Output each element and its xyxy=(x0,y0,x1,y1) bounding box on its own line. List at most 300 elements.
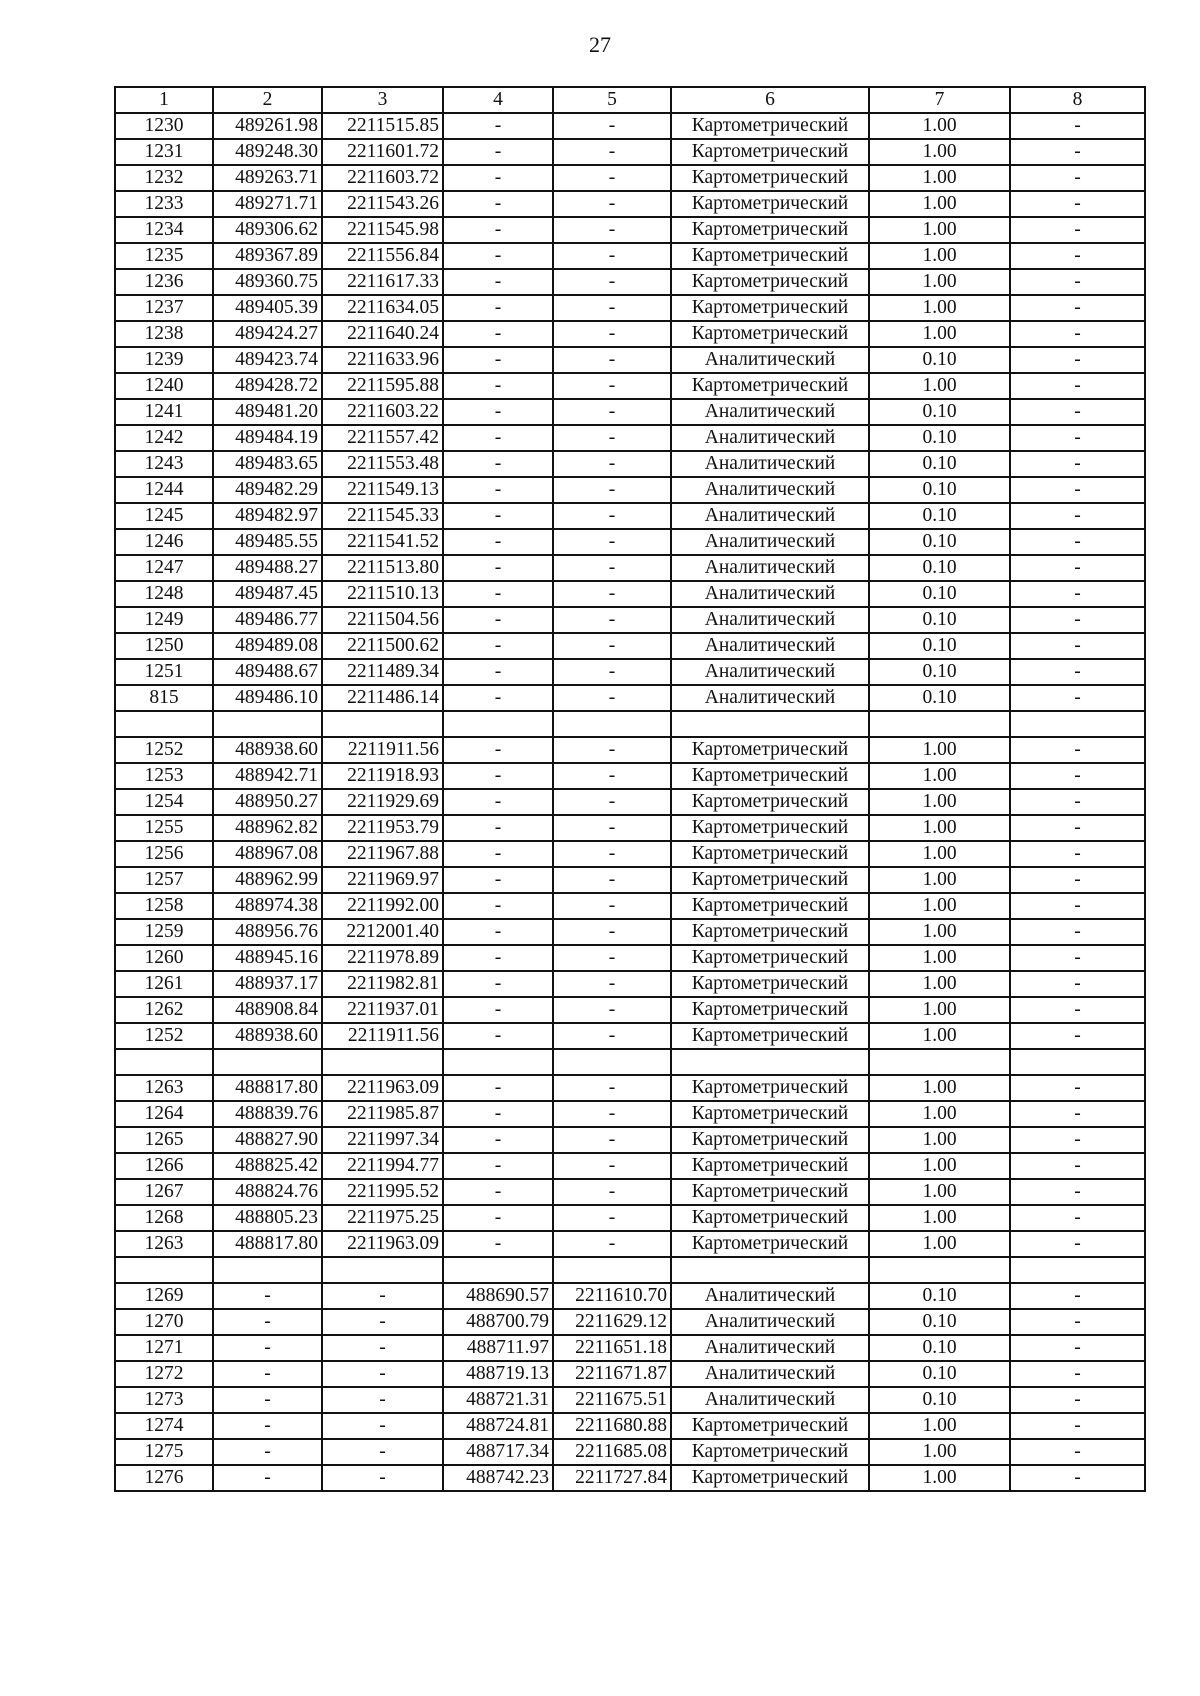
table-cell-col-7: 1.00 xyxy=(869,1023,1010,1049)
table-cell-col-3: 2211489.34 xyxy=(322,659,443,685)
table-cell-col-7: 0.10 xyxy=(869,581,1010,607)
table-cell-col-6: Аналитический xyxy=(671,399,869,425)
table-row xyxy=(115,997,1145,1023)
table-cell-col-1 xyxy=(115,1049,213,1075)
table-cell-col-2: 489263.71 xyxy=(213,165,322,191)
table-cell-col-4: - xyxy=(443,607,553,633)
table-cell-col-1: 1249 xyxy=(115,607,213,633)
table-cell-col-4: 488742.23 xyxy=(443,1465,553,1491)
table-cell-col-4: - xyxy=(443,633,553,659)
table-cell-col-8: - xyxy=(1010,503,1145,529)
table-cell-col-8: - xyxy=(1010,841,1145,867)
table-row xyxy=(115,763,1145,789)
table-cell-col-4: - xyxy=(443,191,553,217)
table-cell-col-7: 0.10 xyxy=(869,1387,1010,1413)
table-cell-col-2: 489488.67 xyxy=(213,659,322,685)
table-cell-col-4: - xyxy=(443,243,553,269)
column-header-2: 2 xyxy=(213,87,322,113)
table-cell-col-3: 2211982.81 xyxy=(322,971,443,997)
table-cell-col-8: - xyxy=(1010,1231,1145,1257)
table-cell-col-1 xyxy=(115,1257,213,1283)
table-cell-col-1: 1251 xyxy=(115,659,213,685)
table-cell-col-5: - xyxy=(553,1023,671,1049)
table-cell-col-7: 1.00 xyxy=(869,139,1010,165)
table-cell-col-2: 489485.55 xyxy=(213,529,322,555)
table-cell-col-7: 1.00 xyxy=(869,867,1010,893)
table-cell-col-2: - xyxy=(213,1335,322,1361)
table-cell-col-7: 0.10 xyxy=(869,659,1010,685)
table-cell-col-6: Картометрический xyxy=(671,321,869,347)
table-cell-col-6: Аналитический xyxy=(671,1361,869,1387)
table-cell-col-1: 1241 xyxy=(115,399,213,425)
table-cell-col-5: - xyxy=(553,919,671,945)
table-cell-col-1: 1272 xyxy=(115,1361,213,1387)
table-cell-col-2: 488956.76 xyxy=(213,919,322,945)
table-cell-col-6: Аналитический xyxy=(671,347,869,373)
table-cell-col-5: - xyxy=(553,529,671,555)
table-cell-col-2: 489481.20 xyxy=(213,399,322,425)
table-cell-col-5: 2211680.88 xyxy=(553,1413,671,1439)
table-row xyxy=(115,1387,1145,1413)
table-cell-col-5: - xyxy=(553,997,671,1023)
table-cell-col-3: 2211969.97 xyxy=(322,867,443,893)
table-cell-col-7: 0.10 xyxy=(869,1335,1010,1361)
table-cell-col-6: Картометрический xyxy=(671,919,869,945)
table-row xyxy=(115,1127,1145,1153)
table-cell-col-4: - xyxy=(443,789,553,815)
table-row xyxy=(115,1465,1145,1491)
table-row xyxy=(115,217,1145,243)
table-cell-col-5: - xyxy=(553,867,671,893)
table-cell-col-8: - xyxy=(1010,1179,1145,1205)
table-cell-col-6: Картометрический xyxy=(671,243,869,269)
table-cell-col-1: 1248 xyxy=(115,581,213,607)
table-row xyxy=(115,477,1145,503)
table-cell-col-4: - xyxy=(443,867,553,893)
table-row xyxy=(115,529,1145,555)
table-cell-col-6: Картометрический xyxy=(671,737,869,763)
table-cell-col-5: 2211651.18 xyxy=(553,1335,671,1361)
table-cell-col-6: Картометрический xyxy=(671,1465,869,1491)
table-cell-col-8: - xyxy=(1010,1439,1145,1465)
table-cell-col-1: 1244 xyxy=(115,477,213,503)
table-cell-col-7: 1.00 xyxy=(869,737,1010,763)
table-cell-col-3 xyxy=(322,1049,443,1075)
table-cell-col-8: - xyxy=(1010,425,1145,451)
table-cell-col-2: 489488.27 xyxy=(213,555,322,581)
coordinates-table xyxy=(114,86,1146,1492)
table-cell-col-4: - xyxy=(443,1179,553,1205)
table-cell-col-5: 2211727.84 xyxy=(553,1465,671,1491)
table-cell-col-3: 2211603.22 xyxy=(322,399,443,425)
table-cell-col-8: - xyxy=(1010,321,1145,347)
table-row xyxy=(115,581,1145,607)
table-row xyxy=(115,607,1145,633)
table-cell-col-7: 0.10 xyxy=(869,399,1010,425)
table-cell-col-8: - xyxy=(1010,971,1145,997)
table-row xyxy=(115,893,1145,919)
table-cell-col-6: Картометрический xyxy=(671,1205,869,1231)
table-cell-col-5: - xyxy=(553,1205,671,1231)
table-cell-col-3: 2211633.96 xyxy=(322,347,443,373)
table-cell-col-3: 2211634.05 xyxy=(322,295,443,321)
table-cell-col-4: - xyxy=(443,1023,553,1049)
table-cell-col-5: - xyxy=(553,295,671,321)
table-row xyxy=(115,451,1145,477)
table-cell-col-2: 489428.72 xyxy=(213,373,322,399)
table-cell-col-1: 1235 xyxy=(115,243,213,269)
table-cell-col-7 xyxy=(869,1257,1010,1283)
table-cell-col-4: - xyxy=(443,945,553,971)
table-cell-col-2: 488950.27 xyxy=(213,789,322,815)
table-cell-col-7: 0.10 xyxy=(869,607,1010,633)
table-cell-col-6: Аналитический xyxy=(671,581,869,607)
table-cell-col-1: 1232 xyxy=(115,165,213,191)
table-cell-col-8: - xyxy=(1010,451,1145,477)
table-cell-col-8: - xyxy=(1010,789,1145,815)
table-cell-col-7: 1.00 xyxy=(869,1075,1010,1101)
table-cell-col-4: - xyxy=(443,919,553,945)
table-cell-col-8: - xyxy=(1010,1413,1145,1439)
table-cell-col-2: - xyxy=(213,1361,322,1387)
table-cell-col-7: 1.00 xyxy=(869,893,1010,919)
table-cell-col-1: 1252 xyxy=(115,1023,213,1049)
table-cell-col-2: 489482.29 xyxy=(213,477,322,503)
table-cell-col-3: 2211595.88 xyxy=(322,373,443,399)
table-cell-col-7: 0.10 xyxy=(869,633,1010,659)
table-cell-col-1: 1276 xyxy=(115,1465,213,1491)
table-cell-col-1: 1265 xyxy=(115,1127,213,1153)
table-cell-col-1: 1257 xyxy=(115,867,213,893)
table-cell-col-5: - xyxy=(553,217,671,243)
table-cell-col-4: - xyxy=(443,659,553,685)
table-cell-col-5: - xyxy=(553,347,671,373)
table-cell-col-5: - xyxy=(553,659,671,685)
table-cell-col-4: 488721.31 xyxy=(443,1387,553,1413)
table-cell-col-6: Аналитический xyxy=(671,633,869,659)
table-cell-col-4: - xyxy=(443,451,553,477)
table-cell-col-5: - xyxy=(553,1075,671,1101)
table-cell-col-6: Аналитический xyxy=(671,1309,869,1335)
table-cell-col-6: Картометрический xyxy=(671,763,869,789)
table-cell-col-4: - xyxy=(443,1231,553,1257)
table-cell-col-6: Картометрический xyxy=(671,1023,869,1049)
table-cell-col-1: 1260 xyxy=(115,945,213,971)
table-cell-col-8: - xyxy=(1010,399,1145,425)
table-cell-col-5: - xyxy=(553,555,671,581)
table-cell-col-3: 2211911.56 xyxy=(322,737,443,763)
table-cell-col-4: - xyxy=(443,269,553,295)
table-cell-col-4: - xyxy=(443,1153,553,1179)
table-cell-col-6: Картометрический xyxy=(671,269,869,295)
table-cell-col-1: 1270 xyxy=(115,1309,213,1335)
table-row xyxy=(115,113,1145,139)
table-cell-col-5: - xyxy=(553,1101,671,1127)
table-cell-col-2 xyxy=(213,1049,322,1075)
table-row xyxy=(115,841,1145,867)
table-cell-col-5 xyxy=(553,1257,671,1283)
table-cell-col-3: 2211513.80 xyxy=(322,555,443,581)
table-cell-col-8: - xyxy=(1010,1075,1145,1101)
table-cell-col-8: - xyxy=(1010,685,1145,711)
table-cell-col-8: - xyxy=(1010,165,1145,191)
table-cell-col-7: 1.00 xyxy=(869,295,1010,321)
table-cell-col-1: 1239 xyxy=(115,347,213,373)
table-cell-col-3: 2211929.69 xyxy=(322,789,443,815)
table-cell-col-3: 2211543.26 xyxy=(322,191,443,217)
table-cell-col-5: - xyxy=(553,243,671,269)
table-row xyxy=(115,165,1145,191)
table-cell-col-4: - xyxy=(443,997,553,1023)
table-cell-col-1: 1263 xyxy=(115,1231,213,1257)
table-cell-col-6 xyxy=(671,1257,869,1283)
table-row xyxy=(115,1413,1145,1439)
column-header-8: 8 xyxy=(1010,87,1145,113)
table-cell-col-5: - xyxy=(553,139,671,165)
table-cell-col-8: - xyxy=(1010,1335,1145,1361)
table-cell-col-3: 2211486.14 xyxy=(322,685,443,711)
table-row xyxy=(115,789,1145,815)
table-cell-col-3: - xyxy=(322,1413,443,1439)
table-cell-col-7: 1.00 xyxy=(869,217,1010,243)
table-cell-col-8: - xyxy=(1010,529,1145,555)
table-cell-col-4: - xyxy=(443,347,553,373)
table-cell-col-1: 1275 xyxy=(115,1439,213,1465)
table-cell-col-8: - xyxy=(1010,1153,1145,1179)
table-cell-col-3: 2211553.48 xyxy=(322,451,443,477)
table-cell-col-2: 488945.16 xyxy=(213,945,322,971)
table-cell-col-5: - xyxy=(553,763,671,789)
table-cell-col-3: 2211500.62 xyxy=(322,633,443,659)
table-cell-col-1: 1236 xyxy=(115,269,213,295)
table-cell-col-1: 1264 xyxy=(115,1101,213,1127)
table-cell-col-8: - xyxy=(1010,1283,1145,1309)
table-cell-col-4: - xyxy=(443,1075,553,1101)
table-cell-col-2: 489423.74 xyxy=(213,347,322,373)
table-cell-col-5: - xyxy=(553,815,671,841)
table-cell-col-7: 1.00 xyxy=(869,1413,1010,1439)
table-cell-col-4: - xyxy=(443,477,553,503)
table-cell-col-8: - xyxy=(1010,113,1145,139)
table-cell-col-8: - xyxy=(1010,997,1145,1023)
table-cell-col-2: 488942.71 xyxy=(213,763,322,789)
table-cell-col-6: Аналитический xyxy=(671,529,869,555)
table-cell-col-1: 815 xyxy=(115,685,213,711)
table-cell-col-4: - xyxy=(443,321,553,347)
table-cell-col-1: 1234 xyxy=(115,217,213,243)
table-cell-col-1: 1253 xyxy=(115,763,213,789)
table-cell-col-2: 489248.30 xyxy=(213,139,322,165)
table-cell-col-2: 488938.60 xyxy=(213,737,322,763)
table-row xyxy=(115,945,1145,971)
table-cell-col-5: - xyxy=(553,945,671,971)
table-cell-col-8: - xyxy=(1010,1205,1145,1231)
column-header-7: 7 xyxy=(869,87,1010,113)
column-header-5: 5 xyxy=(553,87,671,113)
column-header-4: 4 xyxy=(443,87,553,113)
table-cell-col-8: - xyxy=(1010,191,1145,217)
table-cell-col-1: 1258 xyxy=(115,893,213,919)
table-cell-col-1: 1252 xyxy=(115,737,213,763)
table-cell-col-6: Аналитический xyxy=(671,685,869,711)
table-cell-col-7: 0.10 xyxy=(869,451,1010,477)
table-cell-col-1 xyxy=(115,711,213,737)
table-row xyxy=(115,555,1145,581)
table-cell-col-1: 1254 xyxy=(115,789,213,815)
table-cell-col-8: - xyxy=(1010,815,1145,841)
table-cell-col-7: 1.00 xyxy=(869,789,1010,815)
table-cell-col-3: 2211967.88 xyxy=(322,841,443,867)
table-cell-col-3: - xyxy=(322,1465,443,1491)
table-cell-col-7: 0.10 xyxy=(869,347,1010,373)
table-cell-col-5: - xyxy=(553,191,671,217)
table-cell-col-3: 2211985.87 xyxy=(322,1101,443,1127)
table-cell-col-5: 2211610.70 xyxy=(553,1283,671,1309)
table-cell-col-3: 2211603.72 xyxy=(322,165,443,191)
table-cell-col-8: - xyxy=(1010,373,1145,399)
table-cell-col-7: 1.00 xyxy=(869,1205,1010,1231)
table-row xyxy=(115,191,1145,217)
table-row xyxy=(115,659,1145,685)
table-cell-col-5: - xyxy=(553,581,671,607)
table-cell-col-2: - xyxy=(213,1413,322,1439)
table-cell-col-2: 489483.65 xyxy=(213,451,322,477)
table-cell-col-4: - xyxy=(443,555,553,581)
table-cell-col-4: - xyxy=(443,113,553,139)
table-cell-col-5: - xyxy=(553,607,671,633)
table-cell-col-8: - xyxy=(1010,763,1145,789)
table-cell-col-2: 488827.90 xyxy=(213,1127,322,1153)
table-cell-col-5: - xyxy=(553,789,671,815)
table-row xyxy=(115,425,1145,451)
table-cell-col-6: Аналитический xyxy=(671,425,869,451)
table-cell-col-5: - xyxy=(553,633,671,659)
table-cell-col-8 xyxy=(1010,1049,1145,1075)
table-cell-col-5: - xyxy=(553,1179,671,1205)
table-cell-col-6: Аналитический xyxy=(671,451,869,477)
table-cell-col-5: 2211685.08 xyxy=(553,1439,671,1465)
table-cell-col-3: 2211504.56 xyxy=(322,607,443,633)
table-cell-col-2: - xyxy=(213,1283,322,1309)
table-row xyxy=(115,1179,1145,1205)
table-cell-col-3: 2211937.01 xyxy=(322,997,443,1023)
table-cell-col-1: 1231 xyxy=(115,139,213,165)
table-cell-col-5: 2211671.87 xyxy=(553,1361,671,1387)
table-cell-col-2: 489486.10 xyxy=(213,685,322,711)
table-row xyxy=(115,1283,1145,1309)
table-cell-col-6: Картометрический xyxy=(671,1179,869,1205)
table-cell-col-3 xyxy=(322,711,443,737)
table-cell-col-6: Картометрический xyxy=(671,113,869,139)
table-cell-col-6: Картометрический xyxy=(671,815,869,841)
table-cell-col-3: 2211617.33 xyxy=(322,269,443,295)
table-cell-col-6: Картометрический xyxy=(671,191,869,217)
table-row xyxy=(115,1153,1145,1179)
table-header xyxy=(115,87,1145,113)
table-cell-col-8: - xyxy=(1010,295,1145,321)
table-cell-col-7: 1.00 xyxy=(869,243,1010,269)
table-cell-col-8 xyxy=(1010,711,1145,737)
table-cell-col-2: 488937.17 xyxy=(213,971,322,997)
table-row xyxy=(115,633,1145,659)
table-cell-col-3: 2211975.25 xyxy=(322,1205,443,1231)
table-cell-col-6: Аналитический xyxy=(671,555,869,581)
table-cell-col-8: - xyxy=(1010,347,1145,373)
table-cell-col-6: Картометрический xyxy=(671,1231,869,1257)
table-cell-col-8: - xyxy=(1010,1309,1145,1335)
table-body xyxy=(115,113,1145,1491)
table-cell-col-2: 489424.27 xyxy=(213,321,322,347)
table-cell-col-8: - xyxy=(1010,217,1145,243)
table-cell-col-4: 488719.13 xyxy=(443,1361,553,1387)
table-cell-col-6: Картометрический xyxy=(671,1153,869,1179)
table-cell-col-7: 0.10 xyxy=(869,1283,1010,1309)
table-cell-col-4 xyxy=(443,1049,553,1075)
table-row xyxy=(115,1361,1145,1387)
table-cell-col-3: 2211545.98 xyxy=(322,217,443,243)
table-cell-col-3: 2211995.52 xyxy=(322,1179,443,1205)
table-row xyxy=(115,971,1145,997)
table-cell-col-3: - xyxy=(322,1335,443,1361)
table-row-separator xyxy=(115,1257,1145,1283)
table-cell-col-6: Картометрический xyxy=(671,867,869,893)
table-cell-col-8: - xyxy=(1010,1361,1145,1387)
table-cell-col-5: - xyxy=(553,321,671,347)
table-cell-col-6: Аналитический xyxy=(671,607,869,633)
table-cell-col-7: 1.00 xyxy=(869,841,1010,867)
table-cell-col-5: - xyxy=(553,1153,671,1179)
table-cell-col-5 xyxy=(553,711,671,737)
table-cell-col-8: - xyxy=(1010,919,1145,945)
table-row xyxy=(115,373,1145,399)
table-cell-col-2: 489261.98 xyxy=(213,113,322,139)
table-row xyxy=(115,737,1145,763)
table-row xyxy=(115,1231,1145,1257)
table-cell-col-6 xyxy=(671,711,869,737)
table-cell-col-8: - xyxy=(1010,893,1145,919)
table-cell-col-7: 1.00 xyxy=(869,815,1010,841)
table-row-separator xyxy=(115,711,1145,737)
table-cell-col-2: 489271.71 xyxy=(213,191,322,217)
table-cell-col-8: - xyxy=(1010,1465,1145,1491)
table-cell-col-7 xyxy=(869,1049,1010,1075)
table-cell-col-2: 488825.42 xyxy=(213,1153,322,1179)
table-cell-col-3: 2211994.77 xyxy=(322,1153,443,1179)
table-cell-col-8 xyxy=(1010,1257,1145,1283)
table-row xyxy=(115,269,1145,295)
table-cell-col-1: 1256 xyxy=(115,841,213,867)
table-cell-col-3: 2212001.40 xyxy=(322,919,443,945)
table-cell-col-1: 1261 xyxy=(115,971,213,997)
table-row xyxy=(115,1309,1145,1335)
table-cell-col-7: 0.10 xyxy=(869,1361,1010,1387)
table-cell-col-4: - xyxy=(443,841,553,867)
table-cell-col-2: 488908.84 xyxy=(213,997,322,1023)
table-cell-col-1: 1268 xyxy=(115,1205,213,1231)
table-cell-col-6: Аналитический xyxy=(671,659,869,685)
table-cell-col-1: 1247 xyxy=(115,555,213,581)
table-cell-col-1: 1238 xyxy=(115,321,213,347)
table-cell-col-7: 0.10 xyxy=(869,503,1010,529)
table-cell-col-3: 2211918.93 xyxy=(322,763,443,789)
table-row xyxy=(115,919,1145,945)
table-cell-col-4: - xyxy=(443,399,553,425)
column-header-1: 1 xyxy=(115,87,213,113)
table-cell-col-1: 1266 xyxy=(115,1153,213,1179)
table-cell-col-4: - xyxy=(443,165,553,191)
table-row xyxy=(115,815,1145,841)
table-cell-col-8: - xyxy=(1010,139,1145,165)
